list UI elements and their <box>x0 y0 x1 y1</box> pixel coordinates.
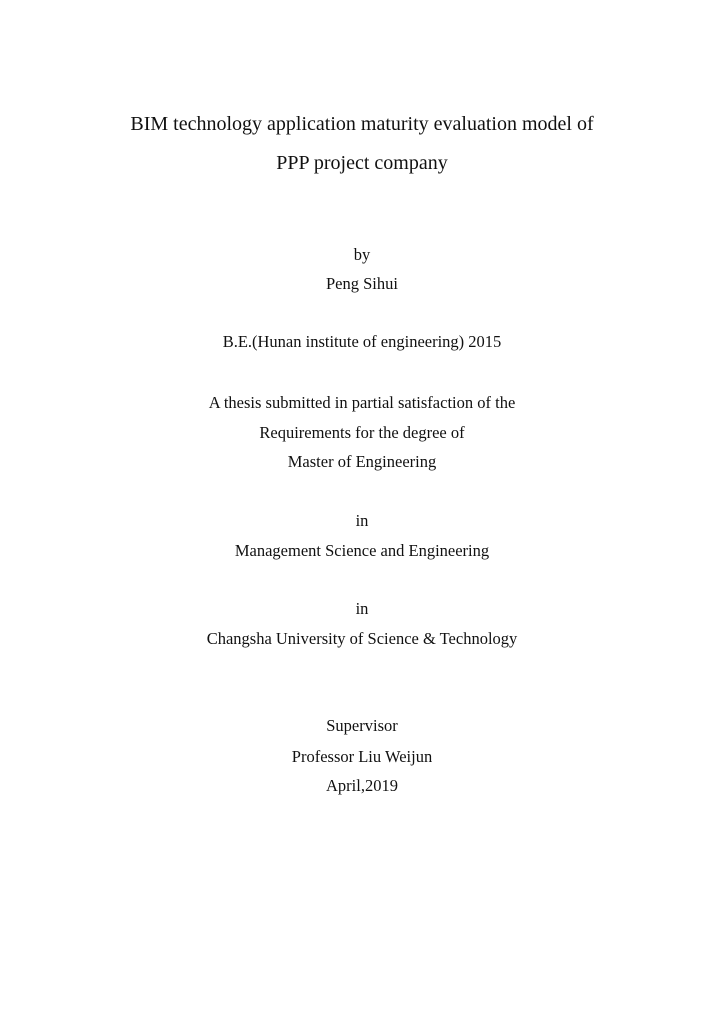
supervisor-label: Supervisor <box>326 716 398 735</box>
submission-statement-line-2: Requirements for the degree of <box>259 423 465 442</box>
institution-name: Changsha University of Science & Technology <box>206 629 518 648</box>
thesis-title-line-1: BIM technology application maturity evaluation model of <box>130 113 594 135</box>
submission-statement-line-1: A thesis submitted in partial satisfaction of the <box>208 393 516 412</box>
author-name: Peng Sihui <box>326 274 398 293</box>
degree-name: Master of Engineering <box>287 452 437 471</box>
field-name: Management Science and Engineering <box>234 541 490 560</box>
supervisor-name: Professor Liu Weijun <box>291 747 433 766</box>
thesis-title-line-2: PPP project company <box>276 152 448 174</box>
institution-in-label: in <box>355 599 369 618</box>
by-label: by <box>353 245 371 264</box>
submission-date: April,2019 <box>326 776 398 795</box>
prior-degree: B.E.(Hunan institute of engineering) 2015 <box>222 332 502 351</box>
field-in-label: in <box>355 511 369 530</box>
